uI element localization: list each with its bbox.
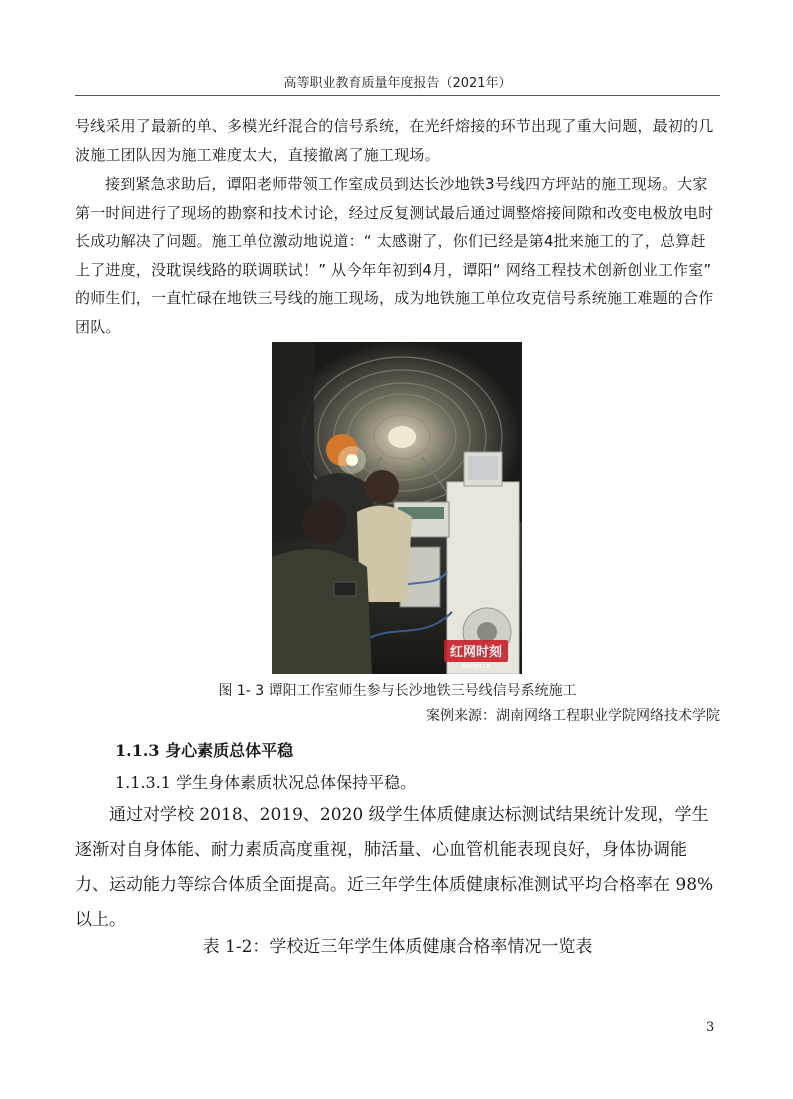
subsection-heading: 1.1.3.1 学生身体素质状况总体保持平稳。 — [115, 773, 417, 792]
paragraph-2: 接到紧急求助后，谭阳老师带领工作室成员到达长沙地铁3号线四方坪站的施工现场。大家第一时间进行了现场的勘察和技术讨论，经过反复测试最后通过调整熔接间隙和改变电极放电时长成功解决了问题。施工单位激动地说道：“ 太感谢了，你们已经是第4批来施工的了，总算赶上了进度，没耽误线路的联调联试！” 从今年年初到4月，谭阳“ 网络工程技术创新创业工作室” 的师生们，一直忙碌在地铁三号线的施工现场，成为地铁施工单位攻克信号系统施工难题的合作团队。 — [75, 175, 714, 336]
header-rule — [75, 95, 720, 96]
figure-caption: 图 1- 3 谭阳工作室师生参与长沙地铁三号线信号系统施工 — [218, 683, 577, 699]
paragraph-1: 号线采用了最新的单、多模光纤混合的信号系统，在光纤熔接的环节出现了重大问题，最初的几波施工团队因为施工难度太大，直接撤离了施工现场。 — [75, 117, 714, 164]
watermark-text: 红网时刻 — [449, 645, 503, 660]
construction-photo — [272, 342, 522, 674]
watermark-subtext: REDNET.CN — [461, 664, 491, 670]
paragraph-3: 通过对学校 2018、2019、2020 级学生体质健康达标测试结果统计发现，学生逐渐对自身体能、耐力素质高度重视，肺活量、心血管机能表现良好，身体协调能力、运动能力等综合体质全面提高。近三年学生体质健康标准测试平均合格率在 98%以上。 — [75, 805, 714, 930]
tunnel-photo-illustration — [272, 342, 522, 674]
section-heading: 1.1.3 身心素质总体平稳 — [115, 741, 294, 760]
table-title: 表 1-2：学校近三年学生体质健康合格率情况一览表 — [202, 937, 593, 957]
page-number: 3 — [706, 1020, 715, 1035]
figure-source: 案例来源：湖南网络工程职业学院网络技术学院 — [426, 708, 720, 724]
page-header: 高等职业教育质量年度报告（2021年） — [283, 76, 512, 91]
